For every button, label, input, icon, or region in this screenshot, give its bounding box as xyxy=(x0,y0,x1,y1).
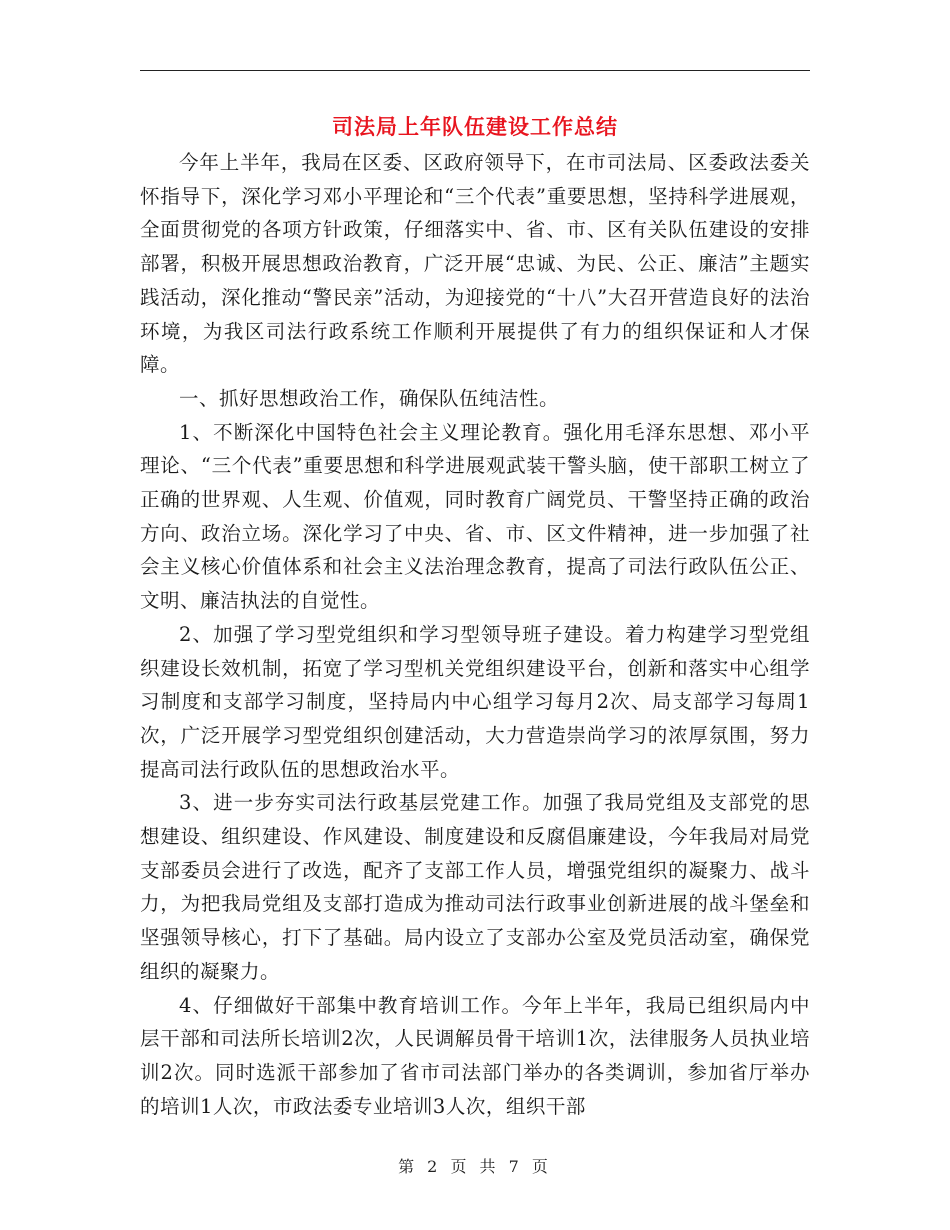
section-heading-1: 一、抓好思想政治工作，确保队伍纯洁性。 xyxy=(179,386,560,410)
paragraph-intro: 今年上半年，我局在区委、区政府领导下，在市司法局、区委政法委关怀指导下，深化学习邓小平理论和“三个代表”重要思想，坚持科学进展观，全面贯彻党的各项方针政策，仔细落实中、省、市、区有关队伍建设的安排部署，积极开展思想政治教育，广泛开展“忠诚、为民、公正、廉洁”主题实践活动，深化推动“警民亲”活动，为迎接党的“十八”大召开营造良好的法治环境，为我区司法行政系统工作顺利开展提供了有力的组织保证和人才保障。 xyxy=(140,151,810,377)
page-number-footer: 第 2 页 共 7 页 xyxy=(398,1157,552,1176)
paragraph-item-1: 1、不断深化中国特色社会主义理论教育。强化用毛泽东思想、邓小平理论、“三个代表”重要思想和科学进展观武装干警头脑，使干部职工树立了正确的世界观、人生观、价值观，同时教育广阔党员、干警坚持正确的政治方向、政治立场。深化学习了中央、省、市、区文件精神，进一步加强了社会主义核心价值体系和社会主义法治理念教育，提高了司法行政队伍公正、文明、廉洁执法的自觉性。 xyxy=(140,420,810,613)
paragraph-item-2: 2、加强了学习型党组织和学习型领导班子建设。着力构建学习型党组织建设长效机制，拓宽了学习型机关党组织建设平台，创新和落实中心组学习制度和支部学习制度，坚持局内中心组学习每月2次、局支部学习每周1次，广泛开展学习型党组织创建活动，大力营造崇尚学习的浓厚氛围，努力提高司法行政队伍的思想政治水平。 xyxy=(140,622,810,781)
paragraph-item-3: 3、进一步夯实司法行政基层党建工作。加强了我局党组及支部党的思想建设、组织建设、作风建设、制度建设和反腐倡廉建设，今年我局对局党支部委员会进行了改选，配齐了支部工作人员，增强党组织的凝聚力、战斗力，为把我局党组及支部打造成为推动司法行政事业创新进展的战斗堡垒和坚强领导核心，打下了基础。局内设立了支部办公室及党员活动室，确保党组织的凝聚力。 xyxy=(140,791,810,983)
header-rule xyxy=(140,70,810,71)
document-body xyxy=(140,146,810,1123)
document-title: 司法局上年队伍建设工作总结 xyxy=(332,115,618,139)
paragraph-item-4: 4、仔细做好干部集中教育培训工作。今年上半年，我局已组织局内中层干部和司法所长培训2次，人民调解员骨干培训1次，法律服务人员执业培训2次。同时选派干部参加了省市司法部门举办的各类调训，参加省厅举办的培训1人次，市政法委专业培训3人次，组织干部 xyxy=(140,993,810,1118)
